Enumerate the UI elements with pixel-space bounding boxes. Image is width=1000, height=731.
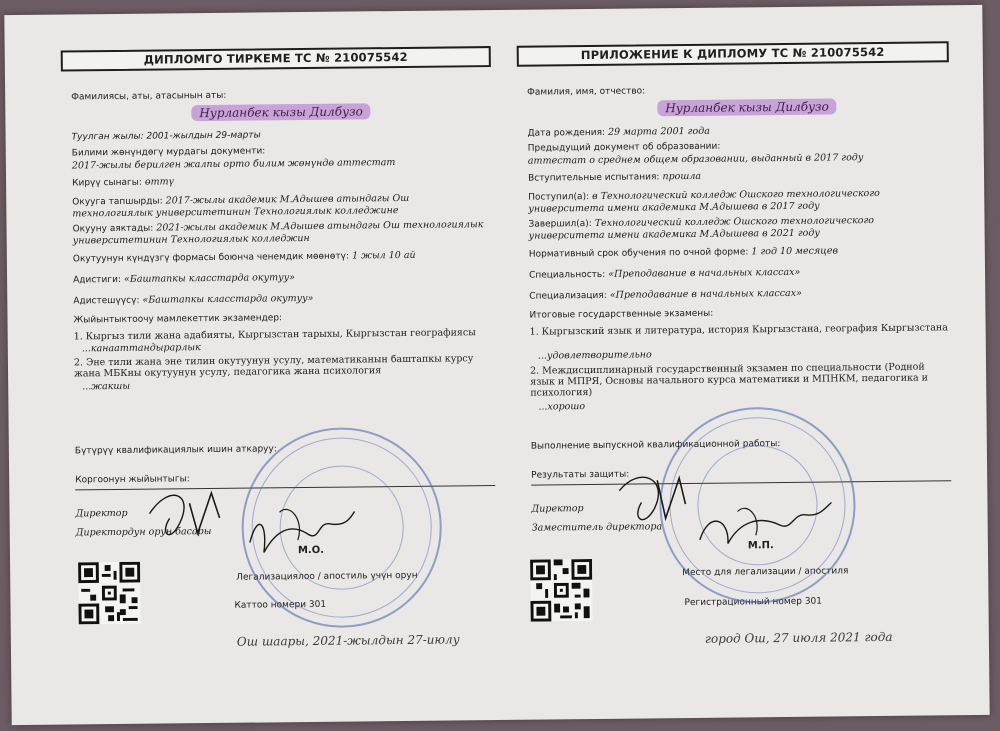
left-qualification-work: Бүтүрүү квалификациялык ишин аткаруу: [74, 444, 277, 457]
left-exam2-text: 2. Эне тили жана эне тилин окутуунун усулу, математиканын баштапкы курсу жана МБКны окутуунун усулу, педагогика жана психология [73, 353, 474, 380]
left-admitted-label: Окууга тапшырды: [72, 196, 163, 208]
right-deputy: Заместитель директора [531, 521, 663, 534]
right-specialization-label: Специализация: [529, 290, 607, 302]
right-name-label: Фамилия, имя, отчество: [527, 86, 646, 98]
kyrgyz-column [60, 10, 497, 724]
right-exam-value: прошла [662, 170, 702, 183]
right-reg-number: Регистрационный номер 301 [684, 596, 823, 609]
diploma-supplement-sheet [4, 5, 989, 725]
right-duration-value: 1 год 10 месяцев [751, 245, 839, 258]
right-city-date: город Ош, 27 июля 2021 года [704, 629, 893, 646]
right-finished-value: Технологический колледж Ошского технологического университета имени академика М.Адышева в 2021 году [528, 215, 875, 242]
left-exam-row [72, 173, 492, 189]
left-name-label: Фамилиясы, аты, атасынын аты: [71, 90, 227, 103]
right-seal-mark: М.П. [747, 540, 774, 552]
right-specialty [529, 265, 951, 281]
left-admitted [72, 192, 492, 219]
left-prev-doc-label: Билими жөнүндөгү мурдагы документи: [71, 146, 266, 159]
left-seal-mark: М.О. [297, 544, 325, 557]
right-state-exams-label: Итоговые государственные экзамены: [529, 308, 714, 321]
right-finished [528, 214, 938, 241]
left-exam1-text: 1. Кыргыз тили жана адабияты, Кыргызстан тарыхы, Кыргызстан географиясы [73, 327, 476, 343]
left-duration-value: 1 жыл 10 ай [351, 249, 416, 262]
left-specialty-label: Адистиги: [73, 274, 122, 286]
left-signatures [139, 470, 470, 583]
left-specialty-value: «Баштапкы класстарда окутуу» [123, 272, 295, 285]
right-finished-label: Завершил(а): [528, 219, 592, 230]
left-header: ДИПЛОМГО ТИРКЕМЕ ТС № 210075542 [61, 46, 491, 72]
left-exam2-grade: ...жакшы [82, 380, 131, 393]
right-admitted [528, 187, 938, 214]
right-qr-code [530, 559, 593, 622]
left-specialization-label: Адистешүүсү: [73, 295, 140, 307]
left-deputy: Директордун орун басары [75, 525, 212, 539]
right-qualification-work: Выполнение выпускной квалификационной работы: [530, 439, 781, 452]
right-exam-label: Вступительные испытания: [527, 172, 660, 184]
left-state-exams-label: Жыйынтыктоочу мамлекеттик экзамендер: [73, 313, 283, 326]
left-defense-result: Коргоонун жыйынтыгы: [75, 474, 190, 486]
right-duration-label: Нормативный срок обучения по очной форме: [528, 247, 749, 260]
right-signatures [609, 457, 940, 570]
left-duration [73, 249, 493, 265]
russian-column [516, 5, 955, 719]
right-specialty-label: Специальность: [529, 269, 606, 281]
left-specialization [73, 291, 493, 307]
right-exam2-grade: ...хорошо [538, 401, 586, 413]
left-finished-value: 2021-жылы академик М.Адышев атындагы Ош технологиялык университетинин Технологиялык колледжин [72, 219, 484, 247]
right-exam1-grade: ...удовлетворительно [537, 349, 652, 362]
left-prev-doc-value: 2017-жылы берилген жалпы орто билим жөнүндө аттестат [71, 157, 396, 172]
left-exam-value: өттү [144, 176, 175, 188]
right-header: ПРИЛОЖЕНИЕ К ДИПЛОМУ ТС № 210075542 [517, 41, 949, 67]
left-birth: Туулган жылы: 2001-жылдын 29-марты [71, 130, 261, 143]
right-specialization [529, 286, 951, 302]
right-admitted-value: в Технологический колледж Ошского технологического университета имени академика М.Адышева в 2017 году [528, 187, 880, 215]
right-birth [528, 123, 950, 139]
left-city-date: Ош шаары, 2021-жылдын 27-июлу [236, 632, 460, 649]
right-legalization: Место для легализации / апостиля [682, 566, 849, 579]
right-name-value: Нурланбек кызы Дилбузо [657, 98, 837, 116]
left-qr-code [78, 562, 141, 625]
left-finished [72, 219, 492, 246]
right-specialization-value: «Преподавание в начальных классах» [609, 287, 802, 301]
left-duration-label: Окутуунун күндүзгү формасы боюнча ченемдик мөөнөтү: [72, 251, 350, 265]
right-exam1-text: 1. Кыргызский язык и литература, история Кыргызстана, география Кыргызстана [529, 322, 948, 338]
left-director: Директор [75, 507, 128, 520]
right-exam-row [528, 168, 950, 184]
left-admitted-value: 2017-жылы академик М.Адышев атындагы Ош технологиялык университетинин Технологиялык колледжине [72, 192, 410, 220]
left-exam1-grade: ...канааттандырарлык [81, 342, 201, 355]
right-specialty-value: «Преподавание в начальных классах» [608, 266, 801, 280]
left-reg-number: Каттоо номери 301 [234, 599, 327, 611]
right-prev-doc-value: аттестат о среднем общем образовании, выданный в 2017 году [527, 152, 864, 167]
right-admitted-label: Поступил(а): [528, 192, 590, 203]
right-birth-value: 29 марта 2001 года [607, 125, 710, 138]
right-exam2-text: 2. Междисциплинарный государственный экзамен по специальности (Родной язык и МПРЯ, Основы начального курса математики и МПНКМ, педагогика и психология) [530, 361, 929, 399]
left-name-value: Нурланбек кызы Дилбузо [191, 103, 371, 121]
left-specialty [73, 270, 493, 286]
right-prev-doc-label: Предыдущий документ об образовании: [527, 141, 721, 154]
left-legalization: Легализациялоо / апостиль үчүн орун [236, 570, 418, 583]
left-finished-label: Окууну аяктады: [72, 223, 154, 235]
right-director: Директор [531, 503, 584, 515]
right-defense-result: Результаты защиты: [531, 469, 630, 481]
right-duration [529, 244, 951, 260]
left-specialization-value: «Баштапкы класстарда окутуу» [142, 292, 314, 306]
left-exam-label: Кирүү сынагы: [72, 177, 142, 189]
right-birth-label: Дата рождения: [527, 127, 606, 139]
